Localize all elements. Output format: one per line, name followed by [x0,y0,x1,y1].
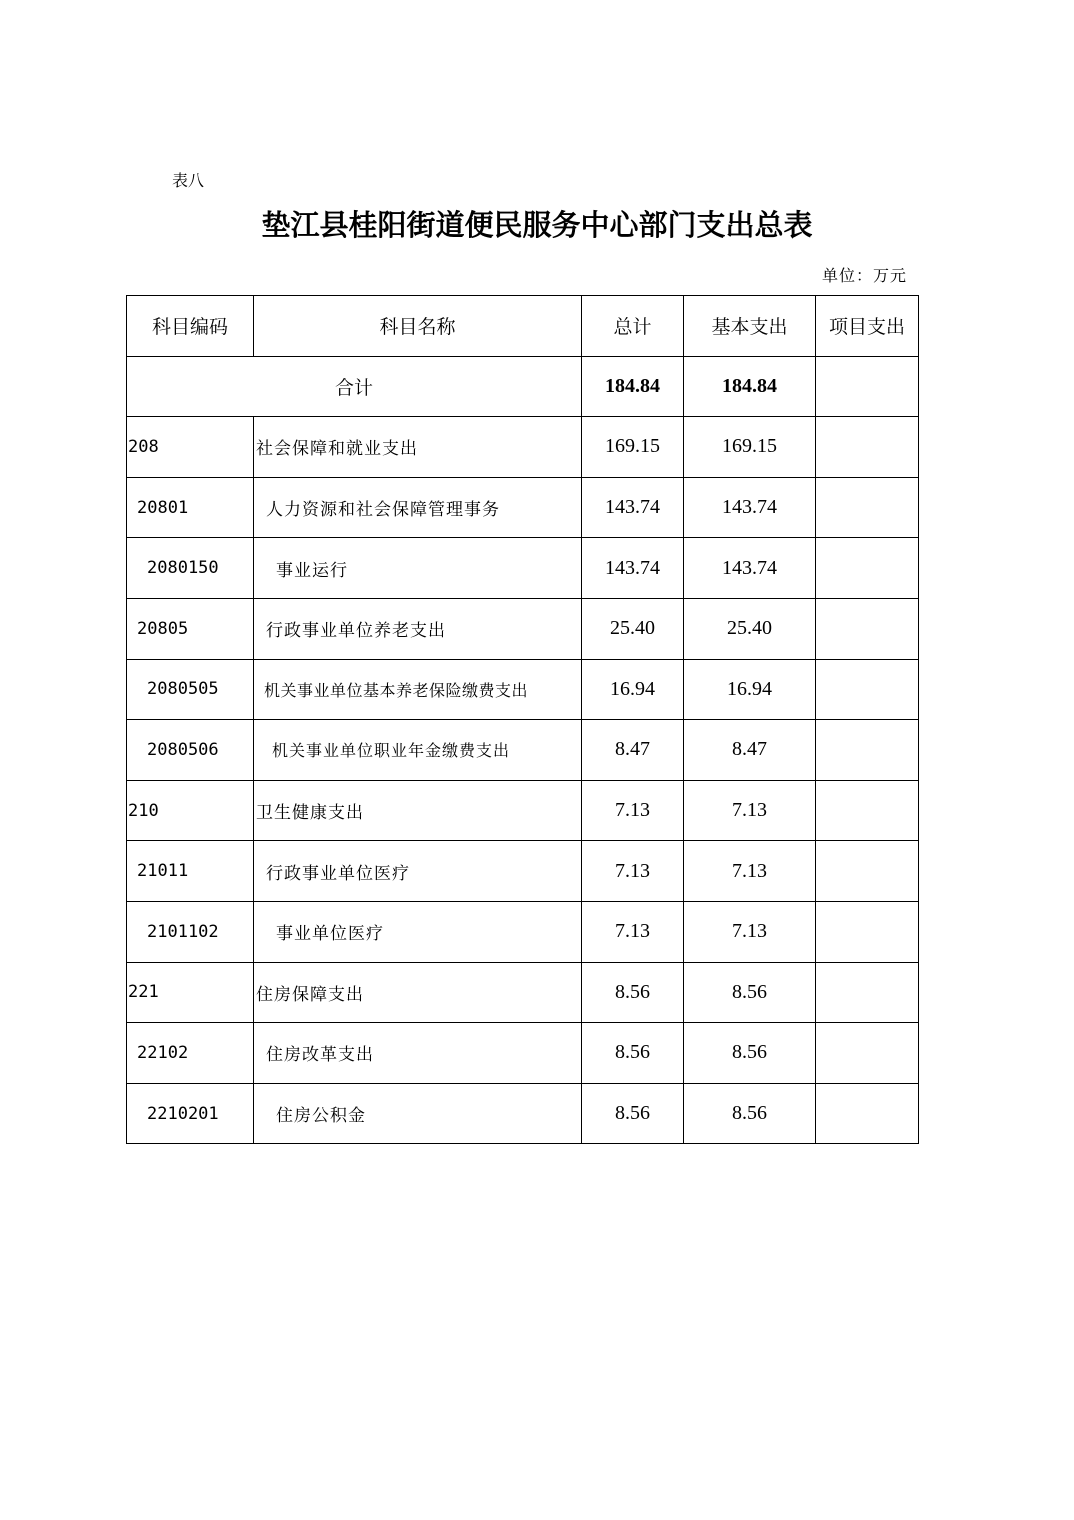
table-row [127,901,919,962]
row-total: 8.56 [582,1023,684,1084]
row-total: 16.94 [582,659,684,720]
subject-name: 行政事业单位医疗 [254,841,582,902]
subject-name: 住房保障支出 [254,962,582,1023]
row-project [816,780,919,841]
subject-code: 22102 [127,1023,254,1084]
row-basic: 16.94 [684,659,816,720]
subject-name: 行政事业单位养老支出 [254,598,582,659]
table-row [127,780,919,841]
subject-code: 2210201 [127,1083,254,1144]
header-project-expenditure: 项目支出 [816,296,919,357]
header-basic-expenditure: 基本支出 [684,296,816,357]
subject-name: 住房改革支出 [254,1023,582,1084]
table-row [127,659,919,720]
row-project [816,538,919,599]
subject-code: 208 [127,417,254,478]
table-header-row [127,296,919,357]
row-basic: 7.13 [684,901,816,962]
row-project [816,1023,919,1084]
subject-name: 事业单位医疗 [254,901,582,962]
subject-name: 事业运行 [254,538,582,599]
unit-label: 单位：万元 [822,266,908,285]
row-project [816,720,919,781]
row-project [816,417,919,478]
table-row [127,841,919,902]
row-basic: 7.13 [684,780,816,841]
row-total: 8.56 [582,962,684,1023]
row-total: 143.74 [582,538,684,599]
table-row [127,477,919,538]
page-title: 垫江县桂阳街道便民服务中心部门支出总表 [261,208,813,242]
row-project [816,598,919,659]
subject-code: 21011 [127,841,254,902]
row-total: 25.40 [582,598,684,659]
row-basic: 143.74 [684,477,816,538]
total-project-value [816,356,919,417]
row-basic: 8.56 [684,1023,816,1084]
row-project [816,659,919,720]
subject-code: 210 [127,780,254,841]
row-basic: 8.56 [684,1083,816,1144]
table-row [127,538,919,599]
row-total: 143.74 [582,477,684,538]
total-value: 184.84 [582,356,684,417]
subject-code: 221 [127,962,254,1023]
row-project [816,962,919,1023]
row-total: 169.15 [582,417,684,478]
subject-name: 社会保障和就业支出 [254,417,582,478]
subject-code: 2080150 [127,538,254,599]
subject-code: 2080506 [127,720,254,781]
row-basic: 143.74 [684,538,816,599]
row-total: 7.13 [582,780,684,841]
subject-code: 20805 [127,598,254,659]
row-basic: 8.56 [684,962,816,1023]
header-subject-name: 科目名称 [254,296,582,357]
subject-code: 2080505 [127,659,254,720]
table-row [127,417,919,478]
row-basic: 8.47 [684,720,816,781]
table-number-label: 表八 [172,171,205,190]
expenditure-table [126,295,919,1144]
header-subject-code: 科目编码 [127,296,254,357]
row-project [816,901,919,962]
row-total: 7.13 [582,901,684,962]
subject-name: 机关事业单位基本养老保险缴费支出 [254,659,582,720]
subject-name: 卫生健康支出 [254,780,582,841]
subject-code: 2101102 [127,901,254,962]
row-total: 8.56 [582,1083,684,1144]
total-row [127,356,919,417]
row-total: 7.13 [582,841,684,902]
subject-name: 住房公积金 [254,1083,582,1144]
table-row [127,1083,919,1144]
total-basic-value: 184.84 [684,356,816,417]
row-total: 8.47 [582,720,684,781]
table-row [127,1023,919,1084]
subject-name: 人力资源和社会保障管理事务 [254,477,582,538]
row-basic: 169.15 [684,417,816,478]
row-basic: 25.40 [684,598,816,659]
table-row [127,720,919,781]
row-project [816,477,919,538]
row-project [816,841,919,902]
header-total: 总计 [582,296,684,357]
total-label: 合计 [127,356,582,417]
row-basic: 7.13 [684,841,816,902]
table-row [127,962,919,1023]
subject-code: 20801 [127,477,254,538]
row-project [816,1083,919,1144]
table-row [127,598,919,659]
subject-name: 机关事业单位职业年金缴费支出 [254,720,582,781]
